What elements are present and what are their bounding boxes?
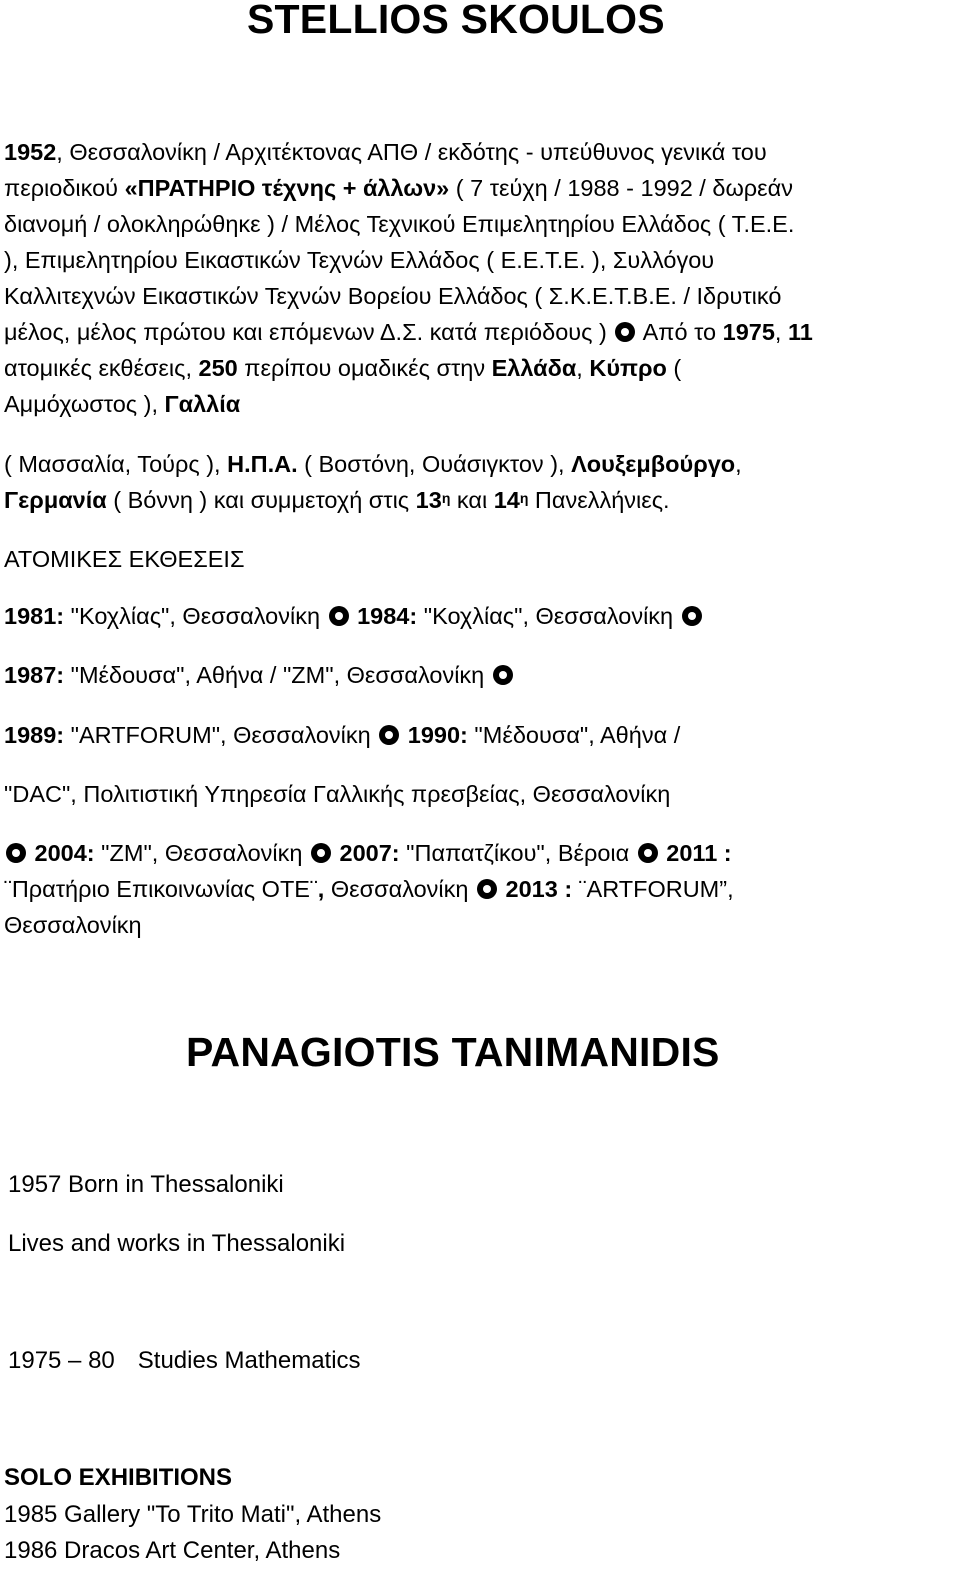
bio-line-1: 1952, Θεσσαλονίκη / Αρχιτέκτονας ΑΠΘ / εκδότης - υπεύθυνος γενικά του bbox=[4, 139, 767, 165]
circle-bullet-icon bbox=[682, 606, 702, 626]
bio-line-2: περιοδικού «ΠΡΑΤΗΡΙΟ τέχνης + άλλων» ( 7 τεύχη / 1988 - 1992 / δωρεάν bbox=[4, 175, 793, 201]
exhibition-line-2: 1987: "Μέδουσα", Αθήνα / "ΖΜ", Θεσσαλονίκη bbox=[4, 657, 515, 693]
bio-line-3: διανομή / ολοκληρώθηκε ) / Μέλος Τεχνικού Επιμελητηρίου Ελλάδος ( Τ.Ε.Ε. bbox=[4, 211, 795, 237]
artist-name-panagiotis: PANAGIOTIS TANIMANIDIS bbox=[186, 1029, 720, 1075]
exhibition-line-1: 1981: "Κοχλίας", Θεσσαλονίκη 1984: "Κοχλίας", Θεσσαλονίκη bbox=[4, 598, 704, 634]
circle-bullet-icon bbox=[638, 843, 658, 863]
circle-bullet-icon bbox=[379, 725, 399, 745]
solo-exhibitions-heading: SOLO EXHIBITIONS bbox=[4, 1464, 233, 1491]
lives-line: Lives and works in Thessaloniki bbox=[8, 1230, 346, 1257]
bio-line-10: Γερμανία ( Βόννη ) και συμμετοχή στις $13^\eta$ και $14^\eta$ Πανελλήνιες. bbox=[4, 487, 670, 513]
exhibition-line-6: ¨Πρατήριο Επικοινωνίας ΟΤΕ¨, Θεσσαλονίκη 2013 : ¨ARTFORUM”, bbox=[4, 876, 734, 902]
circle-bullet-icon bbox=[311, 843, 331, 863]
bio-line-5: Καλλιτεχνών Εικαστικών Τεχνών Βορείου Ελλάδος ( Σ.Κ.Ε.Τ.Β.Ε. / Ιδρυτικό bbox=[4, 283, 782, 309]
exhibition-line-4: "DAC", Πολιτιστική Υπηρεσία Γαλλικής πρεσβείας, Θεσσαλονίκη bbox=[4, 781, 671, 807]
circle-bullet-icon bbox=[329, 606, 349, 626]
solo-exhibition-item: 1985 Gallery "To Trito Mati", Athens bbox=[4, 1501, 382, 1528]
bio-line-8: Αμμόχωστος ), Γαλλία bbox=[4, 391, 241, 417]
magazine-title: «ΠΡΑΤΗΡΙΟ τέχνης + άλλων» bbox=[124, 175, 450, 201]
studies-line: 1975 – 80 Studies Mathematics bbox=[8, 1347, 361, 1374]
artist-name-stellios: STELLIOS SKOULOS bbox=[247, 0, 665, 42]
bio-line-4: ), Επιμελητηρίου Εικαστικών Τεχνών Ελλάδος ( Ε.Ε.Τ.Ε. ), Συλλόγου bbox=[4, 247, 715, 273]
bio-line-9: ( Μασσαλία, Τούρς ), Η.Π.Α. ( Βοστόνη, Ουάσιγκτον ), Λουξεμβούργο, bbox=[4, 451, 742, 477]
bio-line-7: ατομικές εκθέσεις, 250 περίπου ομαδικές στην Ελλάδα, Κύπρο ( bbox=[4, 355, 682, 381]
circle-bullet-icon bbox=[6, 843, 26, 863]
circle-bullet-icon bbox=[477, 879, 497, 899]
circle-bullet-icon bbox=[615, 322, 635, 342]
bio-line-6: μέλος, μέλος πρώτου και επόμενων Δ.Σ. κατά περιόδους ) Από το 1975, 11 bbox=[4, 319, 813, 345]
solo-exhibitions-heading-gr: ΑΤΟΜΙΚΕΣ ΕΚΘΕΣΕΙΣ bbox=[4, 546, 245, 572]
exhibition-line-5: 2004: "ΖΜ", Θεσσαλονίκη 2007: "Παπατζίκου", Βέροια 2011 : bbox=[4, 835, 732, 871]
exhibition-line-3: 1989: "ARTFORUM", Θεσσαλονίκη 1990: "Μέδουσα", Αθήνα / bbox=[4, 722, 681, 748]
born-line: 1957 Born in Thessaloniki bbox=[8, 1171, 284, 1198]
exhibition-line-7: Θεσσαλονίκη bbox=[4, 912, 142, 938]
circle-bullet-icon bbox=[493, 665, 513, 685]
solo-exhibition-item: 1986 Dracos Art Center, Athens bbox=[4, 1537, 341, 1564]
